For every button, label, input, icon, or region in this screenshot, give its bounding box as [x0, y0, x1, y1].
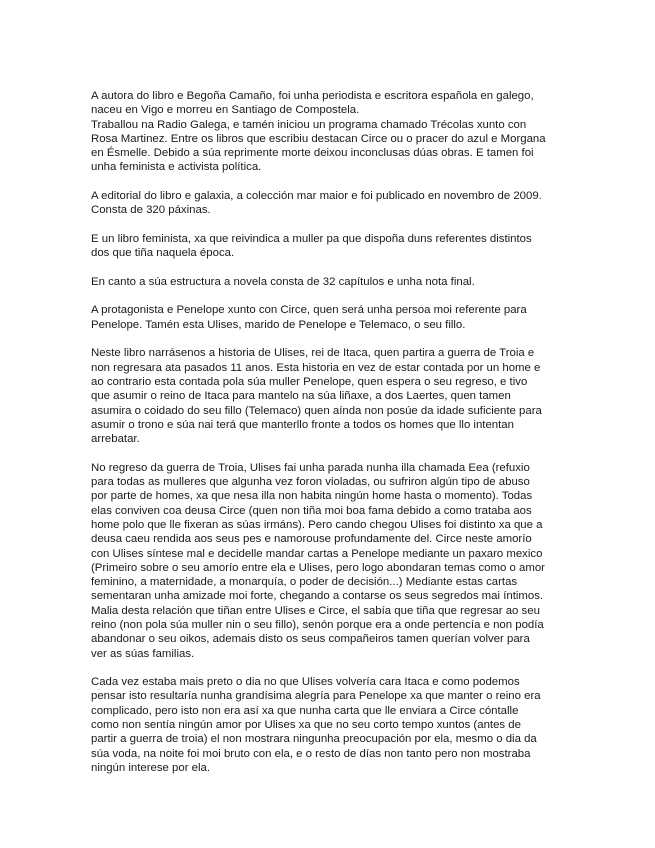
text-line: unha feminista e activista política. — [91, 161, 262, 174]
text-line: naceu en Vigo e morreu en Santiago de Compostela. — [91, 104, 360, 117]
paragraph-ending — [91, 675, 563, 775]
paragraph-editorial — [91, 189, 563, 218]
paragraph-story — [91, 346, 563, 446]
text-line: ver as súas familias. — [91, 647, 195, 660]
paragraph-return — [91, 461, 563, 661]
text-line: como non sentía ningún amor por Ulises xa que no seu corto tempo xuntos (antes de — [91, 719, 521, 732]
text-line: ningún interese por ela. — [91, 761, 211, 774]
paragraph-feminist — [91, 232, 563, 261]
text-line: partir a guerra de troia) el non mostrara ningunha preocupación por ela, mesmo o dia da — [91, 733, 537, 746]
text-line: sementaran unha amizade moi forte, chegando a contarse os seus segredos mai íntimos. — [91, 590, 544, 603]
text-line: súa voda, na noite foi moi bruto con ela, e o resto de días non tanto pero non mostraba — [91, 747, 531, 760]
paragraph-author — [91, 89, 563, 175]
text-line: No regreso da guerra de Troia, Ulises fai unha parada nunha illa chamada Eea (refuxio — [91, 461, 530, 474]
text-line: complicado, pero isto non era así xa que nunha carta que lle enviara a Circe cóntalle — [91, 704, 519, 717]
text-line: A protagonista e Penelope xunto con Circe, quen será unha persoa moi referente para — [91, 304, 527, 317]
text-line: Penelope. Tamén esta Ulises, marido de Penelope e Telemaco, o seu fillo. — [91, 318, 466, 331]
text-line: reino (non pola súa muller nin o seu fillo), senón porque era a onde pertencía e non podía — [91, 618, 544, 631]
text-line: en Ésmelle. Debido a súa reprimente morte deixou inconclusas dúas obras. E tamen foi — [91, 147, 534, 160]
paragraph-structure — [91, 275, 563, 289]
text-line: Malia desta relación que tiñan entre Ulises e Circe, el sabía que tiña que regresar ao seu — [91, 604, 540, 617]
text-line: Cada vez estaba mais preto o dia no que Ulises volvería cara Itaca e como podemos — [91, 676, 520, 689]
text-line: non regresara ata pasados 11 anos. Esta historia en vez de estar contada por un home e — [91, 361, 541, 374]
text-line: con Ulises síntese mal e decidelle mandar cartas a Penelope mediante un paxaro mexico — [91, 547, 543, 560]
text-line: ao contrario esta contada pola súa muller Penelope, quen espera o seu regreso, e tivo — [91, 375, 528, 388]
text-line: deusa caeu rendida aos seus pes e namorouse profundamente del. Circe neste amorío — [91, 533, 532, 546]
text-line: home polo que lle fixeran as súas irmáns). Pero cando chegou Ulises foi distinto xa que a — [91, 518, 543, 531]
text-line: En canto a súa estructura a novela consta de 32 capítulos e unha nota final. — [91, 275, 475, 288]
text-line: A editorial do libro e galaxia, a colección mar maior e foi publicado en novembro de 2009. — [91, 190, 542, 203]
text-line: feminino, a maternidade, a monarquía, o poder de decisión...) Mediante estas cartas — [91, 576, 518, 589]
text-line: que asumir o reino de Itaca para mantelo na súa liñaxe, a dos Laertes, quen tamen — [91, 390, 511, 403]
text-line: asumir o trono e súa nai terá que manterllo fronte a todos os homes que llo intentan — [91, 418, 514, 431]
text-line: por parte de homes, xa que nesa illa non habita ningún home hasta o momento). Todas — [91, 490, 533, 503]
text-line: Neste libro narrásenos a historia de Ulises, rei de Itaca, quen partira a guerra de Troia e — [91, 347, 535, 360]
text-line: E un libro feminista, xa que reivindica a muller pa que dispoña duns referentes distintos — [91, 232, 532, 245]
text-line: abandonar o seu oikos, ademais disto os seus compañeiros tamen querían volver para — [91, 633, 530, 646]
text-line: elas conviven coa deusa Circe (quen non tiña moi boa fama debido a como trataba aos — [91, 504, 532, 517]
text-line: Consta de 320 páxinas. — [91, 204, 211, 217]
text-line: A autora do libro e Begoña Camaño, foi unha periodista e escritora española en galego, — [91, 90, 534, 102]
text-line: Traballou na Radio Galega, e tamén iniciou un programa chamado Trécolas xunto con — [91, 118, 527, 131]
text-line: para todas as mulleres que algunha vez foron violadas, ou sufriron algún tipo de abuso — [91, 476, 530, 489]
paragraph-protagonists — [91, 303, 563, 332]
text-line: pensar isto resultaría nunha grandísima alegría para Penelope xa que manter o reino era — [91, 690, 541, 703]
text-line: Rosa Martinez. Entre os libros que escribiu destacan Circe ou o pracer do azul e Morgana — [91, 132, 546, 145]
text-line: arrebatar. — [91, 433, 140, 446]
document-body — [91, 89, 563, 790]
text-line: (Primeiro sobre o seu amorío entre ela e Ulises, pero logo abondaran temas como o amor — [91, 561, 545, 574]
text-line: asumira o coidado do seu fillo (Telemaco) quen aínda non posúe da idade suficiente para — [91, 404, 542, 417]
text-line: dos que tiña naquela época. — [91, 247, 235, 260]
